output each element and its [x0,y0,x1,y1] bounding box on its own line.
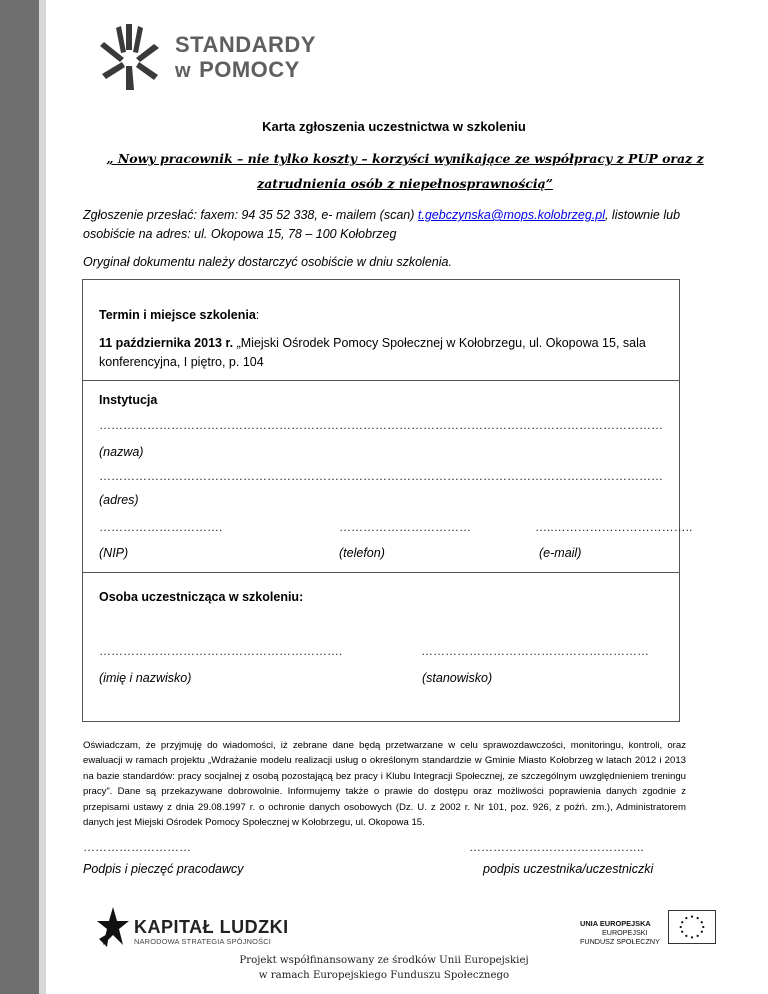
logo-line2 [175,57,300,83]
data-processing-statement: Oświadczam, że przyjmuję do wiadomości, iż zebrane dane będą przetwarzane w celu sprawozdawczości, monitoringu, kontroli, oraz ewaluacji w ramach projektu „Wdrażanie modelu realizacji usług o określonym standardzie w Gminie Miasto Kołobrzeg w latach 2012 i 2013 na bazie standardów: pracy socjalnej z osobą pozostającą bez pracy i Klubu Integracji Społecznej, ze szczególnym uwzględnieniem treningu pracy”. Dane są przekazywane dobrowolnie. Informujemy także o prawie do dostępu oraz możliwości poprawienia danych zgodnie z przepisami ustawy z dnia 29.08.1997 r. o ochronie danych osobowych (Dz. U. z 2002 r. Nr 101, poz. 926, z poźń. zm.), Administratorem danych jest Miejski Ośrodek Pomocy Społecznej w Kołobrzegu, ul. Okopowa 15. [83,740,686,829]
phone-field[interactable]: …………………………… [339,520,471,534]
employer-signature-label: Podpis i pieczęć pracodawcy [83,862,244,876]
training-title: „ Nowy pracownik – nie tylko koszty – korzyści wynikające ze współpracy z PUP oraz z zatrudnienia osób z niepełnosprawnością” [106,151,704,191]
original-note: Oryginał dokumentu należy dostarczyć osobiście w dniu szkolenia. [83,255,452,269]
participant-label: Osoba uczestnicząca w szkoleniu: [99,590,304,604]
participant-signature-label: podpis uczestnika/uczestniczki [483,862,654,876]
logo-line1: STANDARDY [175,32,316,57]
participant-name-label: (imię i nazwisko) [99,671,192,685]
logo-pomocy: POMOCY [199,57,300,82]
section-divider-participant [83,572,679,573]
send-instructions [83,206,693,244]
employer-signature-field[interactable]: ……………………… [83,840,191,854]
term-place: „Miejski Ośrodek Pomocy Społecznej w Kołobrzegu, ul. Okopowa 15, sala konferencyjna, I piętro, p. 104 [99,336,646,369]
eu-line2: EUROPEJSKI [602,928,648,937]
left-decorative-bar [0,0,39,994]
term-date: 11 października 2013 r. [99,336,234,350]
term-label-row [99,306,259,325]
eu-flag-icon [668,910,716,944]
left-decorative-stripe [39,0,46,994]
kapital-ludzki-subtitle: NARODOWA STRATEGIA SPÓJNOŚCI [134,937,272,946]
project-line1: Projekt współfinansowany ze środków Unii Europejskiej [239,955,529,966]
kapital-ludzki-title: KAPITAŁ LUDZKI [134,917,289,937]
send-prefix: Zgłoszenie przesłać: faxem: 94 35 52 338, e- mailem (scan) [83,208,418,222]
registration-form-box [82,279,693,722]
project-line2: w ramach Europejskiego Funduszu Społecznego [258,970,510,981]
email-label: (e-mail) [539,546,582,560]
email-link[interactable]: t.gebczynska@mops.kolobrzeg.pl [417,208,605,222]
nip-field[interactable]: …………………………. [99,520,223,534]
term-colon: : [255,308,260,322]
phone-label: (telefon) [339,546,385,560]
logo-w: w [175,60,192,82]
institution-address-field[interactable]: …………………………………………………………………………………………………………………………… [99,469,663,483]
term-details [99,334,659,372]
participant-position-label: (stanowisko) [422,671,493,685]
institution-label: Instytucja [99,393,158,407]
institution-name-field[interactable]: …………………………………………………………………………………………………………………………… [99,418,663,432]
institution-name-label: (nazwa) [99,445,144,459]
term-label: Termin i miejsce szkolenia [99,308,256,322]
section-divider [83,380,679,381]
send-suffix: , listownie lub osobiście na adres: ul. Okopowa 15, 78 – 100 Kołobrzeg [83,208,681,241]
participant-signature-field[interactable]: …………………………………….. [469,840,644,854]
institution-address-label: (adres) [99,493,139,507]
nip-label: (NIP) [99,546,129,560]
eu-line1: UNIA EUROPEJSKA [580,919,651,928]
email-field[interactable]: …..…………………………….. [535,520,693,534]
eu-line3: FUNDUSZ SPOŁECZNY [580,937,660,946]
form-title: Karta zgłoszenia uczestnictwa w szkoleniu [262,119,526,134]
kapital-ludzki-star-icon [95,905,131,949]
participant-name-field[interactable]: ……………………………………………………. [99,644,343,658]
star-hands-icon [92,22,172,92]
participant-position-field[interactable]: ………………………………………………… [421,644,649,658]
